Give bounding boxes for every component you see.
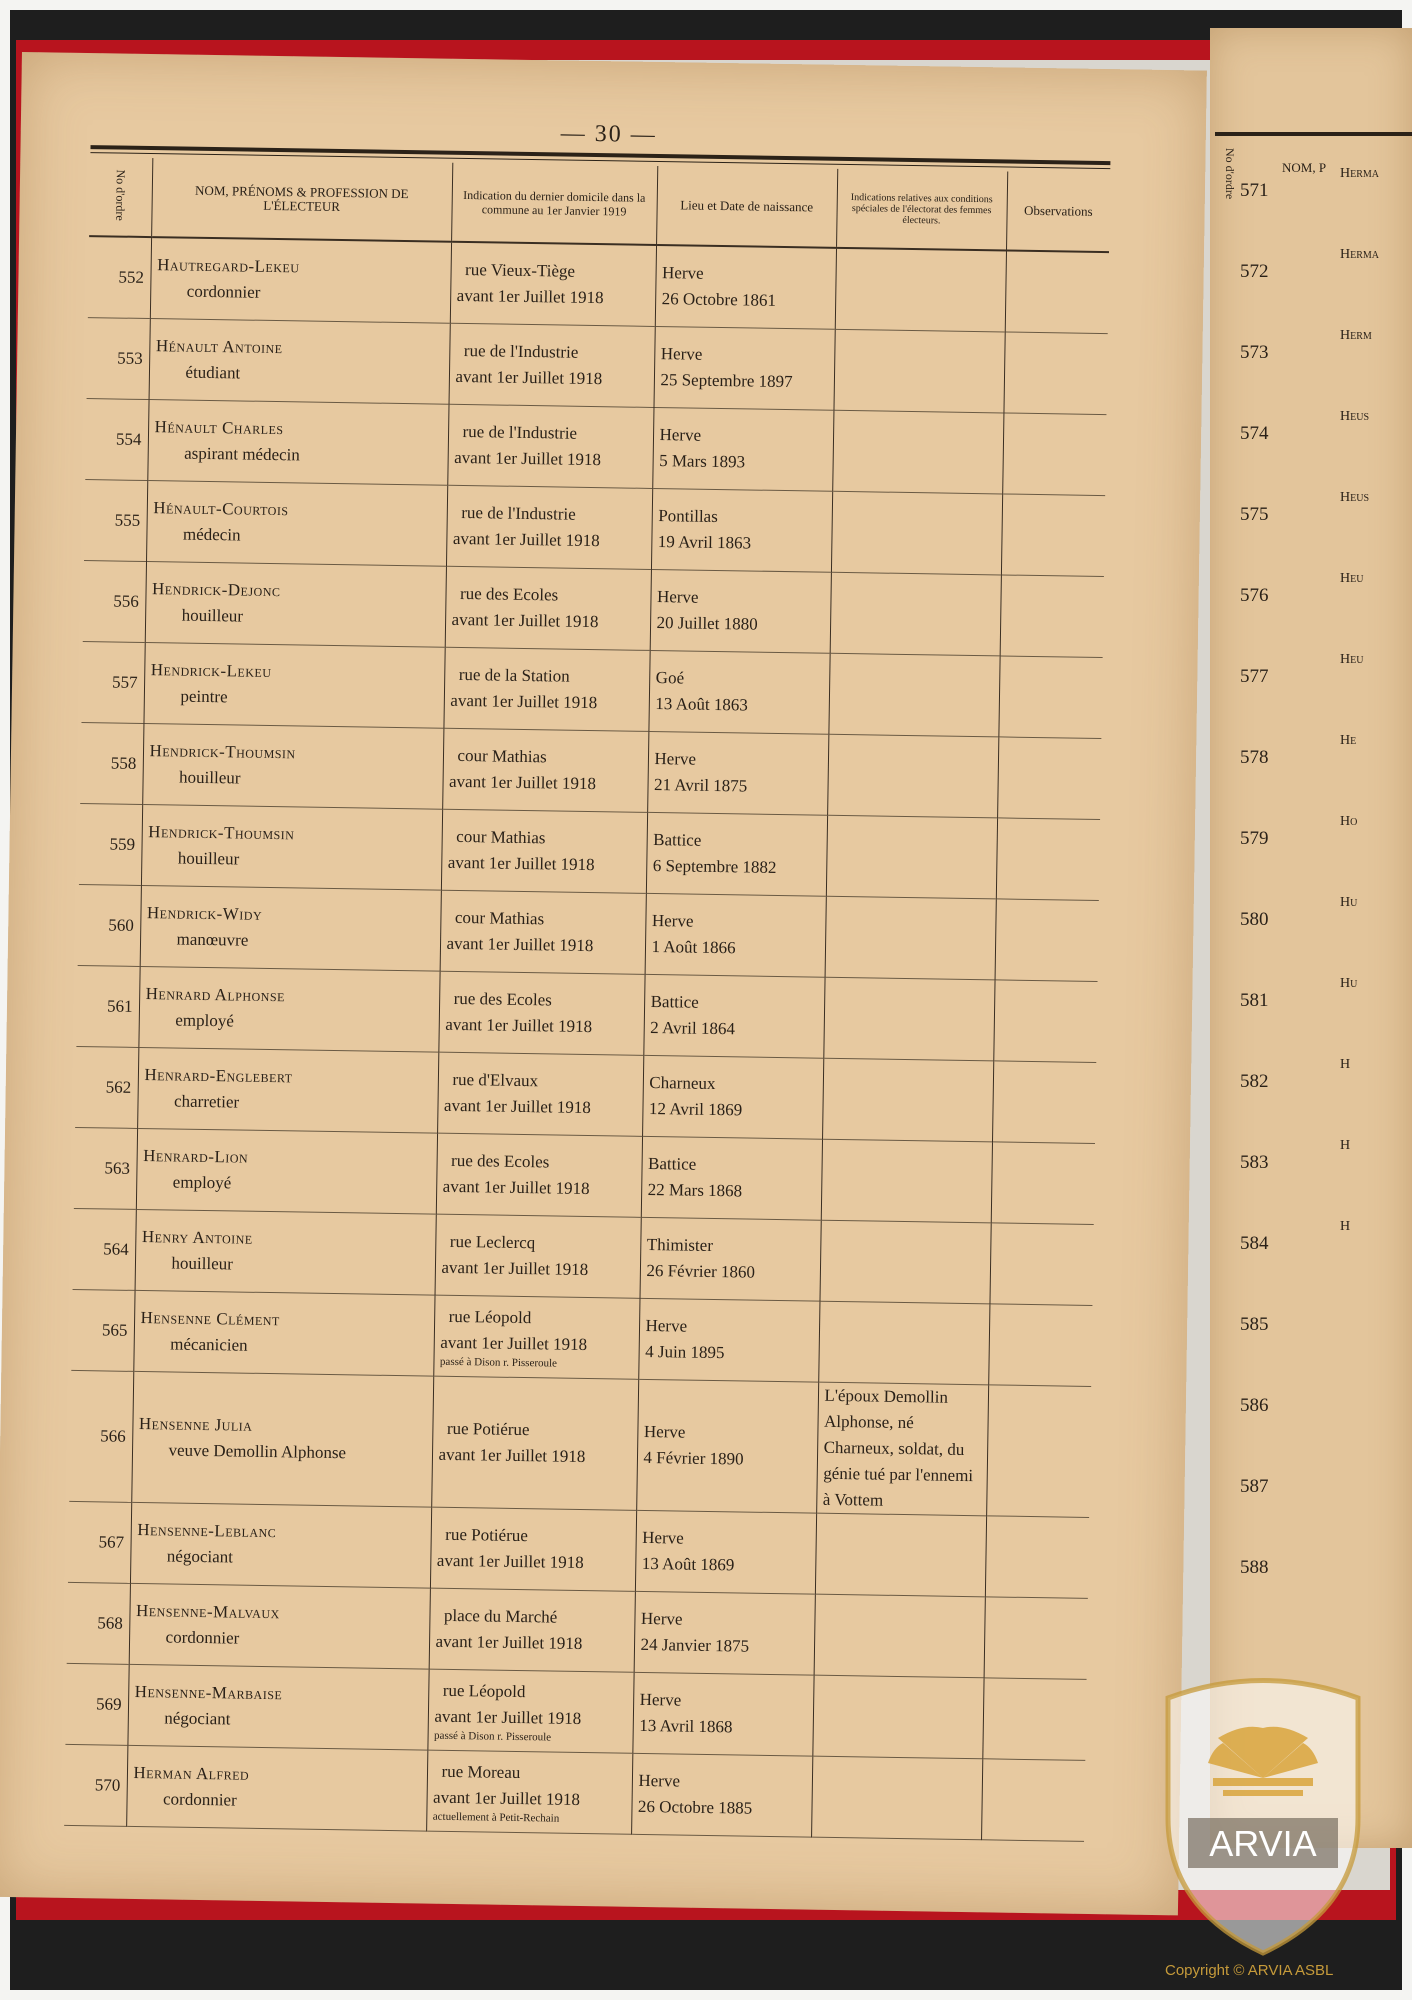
birth-cell	[652, 407, 833, 491]
observations-cell	[981, 1759, 1085, 1842]
elector-name: Hensenne-Leblanc	[137, 1519, 277, 1542]
women-conditions-cell	[811, 1756, 982, 1840]
entry-number: 553	[87, 318, 150, 400]
entry-number: 564	[73, 1208, 136, 1290]
domicile-cell	[442, 728, 648, 812]
elector-cell	[146, 481, 447, 567]
copyright-notice: Copyright © ARVIA ASBL	[1165, 1962, 1334, 1979]
elector-cell	[145, 562, 446, 648]
right-page-entry	[1220, 140, 1410, 220]
domicile-since: avant 1er Juillet 1918	[432, 1787, 581, 1809]
entry-number: 568	[67, 1582, 130, 1664]
header-observations: Observations	[1006, 171, 1110, 252]
right-page-entry	[1220, 1274, 1410, 1354]
domicile-street: cour Mathias	[457, 745, 547, 767]
electoral-register-table	[64, 157, 1110, 1842]
domicile-since: avant 1er Juillet 1918	[436, 1550, 584, 1573]
elector-name: Henry Antoine	[141, 1227, 253, 1248]
birth-place: Herve	[642, 1527, 684, 1548]
right-page-entry	[1220, 707, 1410, 787]
entry-number: 559	[79, 804, 142, 886]
elector-profession: houilleur	[177, 848, 240, 869]
table-row	[69, 1370, 1091, 1517]
entry-number: 554	[85, 399, 148, 481]
right-page-entry	[1220, 1193, 1410, 1273]
observations-cell	[989, 1223, 1093, 1306]
birth-date: 1 Août 1866	[651, 936, 736, 958]
right-page-entry	[1220, 1355, 1410, 1435]
right-entry-number: 587	[1240, 1476, 1269, 1497]
elector-name: Herman Alfred	[133, 1762, 250, 1784]
elector-profession: étudiant	[185, 362, 241, 383]
domicile-street: rue Potiérue	[446, 1418, 530, 1440]
right-entry-number: 578	[1240, 747, 1269, 768]
elector-cell	[142, 723, 443, 809]
birth-date: 6 Septembre 1882	[652, 856, 777, 877]
domicile-cell	[440, 890, 646, 974]
birth-date: 26 Février 1860	[646, 1260, 756, 1282]
women-conditions-cell	[818, 1301, 989, 1385]
right-entry-name: Herm	[1340, 328, 1372, 343]
women-conditions-cell	[822, 1058, 993, 1142]
right-entry-number: 588	[1240, 1557, 1269, 1578]
birth-date: 20 Juillet 1880	[656, 613, 758, 634]
right-entry-number: 585	[1240, 1314, 1269, 1335]
elector-name: Hénault-Courtois	[153, 498, 289, 520]
domicile-cell	[447, 404, 653, 488]
right-page-entry	[1220, 950, 1410, 1030]
domicile-street: rue Léopold	[448, 1306, 532, 1328]
right-entry-name: Herma	[1340, 247, 1380, 262]
women-conditions-cell	[815, 1513, 986, 1597]
birth-cell	[653, 326, 834, 410]
elector-name: Hensenne Julia	[138, 1414, 253, 1435]
domicile-note: actuellement à Petit-Rechain	[432, 1810, 560, 1825]
elector-profession: cordonnier	[186, 281, 261, 302]
domicile-street: rue des Ecoles	[450, 1150, 550, 1172]
domicile-cell	[433, 1295, 639, 1379]
birth-date: 22 Mars 1868	[647, 1179, 743, 1201]
domicile-street: rue Moreau	[441, 1761, 521, 1783]
domicile-cell	[431, 1376, 638, 1510]
domicile-since: avant 1er Juillet 1918	[446, 933, 594, 956]
entry-number: 569	[65, 1663, 128, 1745]
birth-place: Herve	[651, 911, 694, 931]
right-entry-number: 572	[1240, 261, 1269, 282]
domicile-since: avant 1er Juillet 1918	[452, 528, 600, 551]
domicile-since: avant 1er Juillet 1918	[438, 1444, 586, 1467]
observations-cell	[982, 1678, 1086, 1761]
elector-name: Hendrick-Thoumsin	[148, 822, 295, 844]
right-entry-name: Ho	[1340, 814, 1358, 829]
birth-cell	[646, 812, 827, 896]
birth-date: 19 Avril 1863	[657, 532, 752, 553]
right-entry-name: Heu	[1340, 571, 1364, 586]
birth-date: 26 Octobre 1885	[637, 1796, 753, 1818]
birth-date: 5 Mars 1893	[659, 451, 746, 472]
elector-cell	[138, 966, 439, 1052]
birth-place: Battice	[650, 991, 699, 1012]
domicile-street: rue de l'Industrie	[463, 340, 579, 362]
elector-name: Hénault Charles	[154, 417, 284, 439]
women-conditions-cell	[821, 1139, 992, 1223]
entry-number: 555	[84, 480, 147, 562]
observations-cell	[995, 899, 1099, 982]
entry-number: 561	[76, 965, 139, 1047]
domicile-since: avant 1er Juillet 1918	[443, 1095, 591, 1118]
observations-cell	[984, 1597, 1088, 1680]
elector-profession: mécanicien	[170, 1334, 248, 1355]
right-entry-number: 579	[1240, 828, 1269, 849]
header-num: No d'ordre	[89, 157, 152, 237]
domicile-since: avant 1er Juillet 1918	[456, 285, 604, 308]
right-page-entry	[1220, 1517, 1410, 1597]
birth-cell	[641, 1136, 822, 1220]
domicile-since: avant 1er Juillet 1918	[447, 852, 595, 875]
birth-date: 12 Avril 1869	[648, 1098, 743, 1120]
birth-cell	[636, 1379, 818, 1513]
domicile-street: place du Marché	[443, 1605, 558, 1627]
right-header-num: No d'ordre	[1223, 148, 1237, 200]
entry-number: 558	[80, 723, 143, 805]
domicile-since: avant 1er Juillet 1918	[441, 1257, 589, 1280]
birth-date: 4 Février 1890	[643, 1447, 744, 1469]
birth-cell	[634, 1591, 815, 1675]
women-conditions-cell	[828, 653, 999, 737]
birth-place: Herve	[640, 1608, 683, 1629]
domicile-cell	[450, 242, 656, 327]
entry-number: 557	[81, 642, 144, 724]
elector-profession: négociant	[164, 1708, 231, 1729]
right-entry-name: Heu	[1340, 652, 1364, 667]
elector-name: Henrard-Englebert	[144, 1065, 293, 1087]
observations-cell	[1001, 494, 1105, 577]
domicile-since: avant 1er Juillet 1918	[434, 1706, 582, 1728]
right-entry-number: 574	[1240, 423, 1269, 444]
elector-name: Hendrick-Lekeu	[150, 660, 272, 681]
elector-name: Henrard-Lion	[143, 1146, 249, 1167]
birth-cell	[647, 731, 828, 815]
birth-cell	[635, 1510, 816, 1594]
birth-cell	[643, 974, 824, 1058]
elector-name: Hensenne-Marbaise	[134, 1681, 283, 1704]
right-entry-number: 576	[1240, 585, 1269, 606]
right-entry-number: 573	[1240, 342, 1269, 363]
right-entry-number: 584	[1240, 1233, 1269, 1254]
domicile-street: cour Mathias	[456, 826, 546, 848]
entry-number: 565	[71, 1289, 134, 1371]
arvia-watermark-shield	[1148, 1668, 1378, 1958]
header-women: Indications relatives aux conditions spéciales de l'électorat des femmes électeurs.	[836, 169, 1007, 251]
elector-name: Hendrick-Dejonc	[151, 579, 281, 601]
birth-cell	[638, 1298, 819, 1382]
women-conditions-cell	[823, 977, 994, 1061]
entry-number: 552	[88, 236, 151, 318]
observations-cell	[1005, 250, 1109, 333]
domicile-since: avant 1er Juillet 1918	[442, 1176, 590, 1199]
elector-cell	[127, 1664, 428, 1750]
observations-cell	[986, 1385, 1091, 1518]
elector-profession: cordonnier	[162, 1789, 237, 1810]
right-entry-name: H	[1340, 1219, 1351, 1234]
domicile-since: avant 1er Juillet 1918	[455, 366, 603, 389]
birth-place: Herve	[643, 1421, 686, 1442]
women-conditions-cell	[833, 329, 1004, 413]
domicile-since: avant 1er Juillet 1918	[448, 771, 597, 794]
right-page-rule	[1215, 132, 1412, 136]
women-conditions-cell	[819, 1220, 990, 1304]
elector-cell	[136, 1128, 437, 1214]
observations-cell	[1002, 413, 1106, 496]
elector-profession: employé	[172, 1172, 232, 1193]
observations-cell	[988, 1304, 1092, 1387]
observations-cell	[992, 1061, 1096, 1144]
right-page-entry	[1220, 1436, 1410, 1516]
women-conditions-cell	[814, 1594, 985, 1678]
elector-cell	[143, 643, 444, 729]
elector-profession: médecin	[182, 524, 241, 545]
elector-cell	[141, 804, 442, 890]
header-domicile: Indication du dernier domicile dans la commune au 1er Janvier 1919	[451, 163, 657, 245]
birth-date: 25 Septembre 1897	[660, 370, 793, 392]
women-conditions-cell: L'époux Demollin Alphonse, né Charneux, soldat, du génie tué par l'ennemi à Vottem	[816, 1382, 988, 1516]
birth-date: 13 Avril 1868	[639, 1715, 733, 1737]
domicile-cell	[441, 809, 647, 893]
birth-date: 21 Avril 1875	[653, 775, 748, 796]
entry-number: 570	[64, 1744, 127, 1826]
right-page-entry	[1220, 302, 1410, 382]
entry-number: 562	[75, 1046, 138, 1128]
right-page-entry	[1220, 383, 1410, 463]
women-conditions-cell	[827, 734, 998, 818]
entry-number: 560	[78, 884, 141, 966]
entry-number: 567	[68, 1501, 131, 1583]
domicile-street: rue Potiérue	[445, 1524, 529, 1546]
elector-name: Hendrick-Thoumsin	[149, 741, 296, 763]
elector-name: Hensenne Clément	[140, 1308, 280, 1330]
watermark-text: ARVIA	[1209, 1823, 1317, 1864]
domicile-cell	[429, 1588, 635, 1672]
page-number: — 30 —	[560, 120, 657, 148]
right-entry-name: Heus	[1340, 490, 1370, 505]
right-page-entry	[1220, 626, 1410, 706]
birth-place: Goé	[655, 668, 685, 688]
right-page-entry	[1220, 1031, 1410, 1111]
domicile-street: rue d'Elvaux	[452, 1069, 539, 1091]
domicile-note: passé à Dison r. Pisseroule	[439, 1355, 558, 1370]
birth-date: 4 Juin 1895	[645, 1341, 725, 1363]
right-entry-number: 575	[1240, 504, 1269, 525]
domicile-street: rue Leclercq	[449, 1231, 536, 1253]
observations-cell	[998, 656, 1102, 739]
birth-place: Herve	[660, 344, 703, 364]
domicile-street: rue de l'Industrie	[462, 421, 578, 443]
elector-profession: houilleur	[181, 605, 244, 626]
domicile-cell	[438, 971, 644, 1055]
birth-place: Herve	[659, 425, 702, 445]
elector-cell	[149, 319, 450, 405]
header-birth: Lieu et Date de naissance	[656, 166, 837, 248]
elector-profession: peintre	[180, 686, 228, 707]
elector-profession: houilleur	[178, 767, 241, 788]
birth-date: 13 Août 1869	[641, 1553, 735, 1575]
elector-profession: charretier	[173, 1091, 240, 1112]
birth-cell	[651, 488, 832, 572]
birth-cell	[650, 569, 831, 653]
domicile-street: rue des Ecoles	[453, 988, 553, 1010]
elector-profession: houilleur	[171, 1253, 234, 1274]
domicile-cell	[445, 566, 651, 650]
observations-cell	[993, 980, 1097, 1063]
right-entry-name: Heus	[1340, 409, 1370, 424]
register-page	[0, 52, 1207, 1915]
domicile-cell	[426, 1750, 632, 1834]
elector-cell	[133, 1290, 434, 1376]
birth-place: Thimister	[646, 1234, 714, 1255]
right-page-entry	[1220, 788, 1410, 868]
domicile-cell	[430, 1507, 636, 1591]
elector-cell	[137, 1047, 438, 1133]
entry-number: 556	[83, 561, 146, 643]
birth-cell	[642, 1055, 823, 1139]
elector-cell	[147, 400, 448, 486]
birth-place: Pontillas	[658, 506, 718, 526]
domicile-since: avant 1er Juillet 1918	[451, 609, 599, 632]
birth-place: Herve	[639, 1689, 682, 1710]
domicile-since: avant 1er Juillet 1918	[445, 1014, 593, 1037]
birth-date: 24 Janvier 1875	[640, 1634, 750, 1656]
observations-cell	[997, 737, 1101, 820]
right-entry-number: 571	[1240, 180, 1269, 201]
domicile-street: rue des Ecoles	[459, 583, 559, 605]
elector-cell	[140, 885, 441, 971]
table-row	[64, 1744, 1085, 1841]
women-conditions-cell	[826, 815, 997, 899]
birth-date: 26 Octobre 1861	[661, 289, 777, 310]
right-header-name: NOM, P	[1282, 160, 1327, 175]
elector-profession: négociant	[166, 1546, 234, 1567]
elector-cell	[126, 1745, 427, 1831]
birth-cell	[655, 245, 836, 329]
elector-profession: employé	[175, 1010, 235, 1031]
domicile-street: rue de la Station	[458, 664, 570, 686]
observations-cell	[985, 1516, 1089, 1599]
domicile-street: rue de l'Industrie	[461, 502, 576, 524]
women-conditions-cell	[825, 896, 996, 980]
elector-cell	[129, 1583, 430, 1669]
observations-cell	[996, 818, 1100, 901]
birth-place: Herve	[654, 749, 697, 769]
entry-number: 563	[74, 1127, 137, 1209]
domicile-note: passé à Dison r. Pisseroule	[434, 1729, 552, 1744]
birth-date: 2 Avril 1864	[650, 1017, 736, 1039]
observations-cell	[1003, 332, 1107, 415]
right-page-entry	[1220, 1112, 1410, 1192]
birth-place: Herve	[645, 1315, 688, 1336]
right-entry-name: Hu	[1340, 895, 1358, 910]
elector-profession: veuve Demollin Alphonse	[168, 1440, 347, 1463]
observations-cell	[991, 1142, 1095, 1225]
birth-cell	[645, 893, 826, 977]
observations-cell	[1000, 575, 1104, 658]
elector-name: Hautregard-Lekeu	[157, 255, 300, 277]
women-conditions-cell	[830, 572, 1001, 656]
domicile-since: avant 1er Juillet 1918	[440, 1332, 588, 1355]
table-row	[88, 236, 1109, 334]
domicile-cell	[437, 1052, 643, 1136]
right-entry-name: He	[1340, 733, 1357, 748]
right-entry-number: 582	[1240, 1071, 1269, 1092]
women-conditions-cell	[812, 1675, 983, 1759]
domicile-street: rue Léopold	[442, 1680, 526, 1702]
elector-profession: cordonnier	[165, 1627, 240, 1648]
domicile-since: avant 1er Juillet 1918	[450, 690, 598, 713]
elector-profession: aspirant médecin	[184, 443, 301, 465]
right-page-entry	[1220, 869, 1410, 949]
birth-cell	[639, 1217, 820, 1301]
header-name: NOM, PRÉNOMS & PROFESSION DE L'ÉLECTEUR	[151, 158, 452, 242]
right-entry-name: H	[1340, 1138, 1351, 1153]
birth-place: Battice	[647, 1153, 697, 1174]
right-page-entry	[1220, 464, 1410, 544]
elector-name: Hendrick-Widy	[146, 903, 263, 924]
right-entry-number: 580	[1240, 909, 1269, 930]
domicile-cell	[435, 1214, 641, 1298]
women-conditions-cell	[835, 248, 1006, 332]
birth-cell	[632, 1672, 813, 1756]
elector-cell	[150, 237, 451, 323]
domicile-cell	[443, 647, 649, 731]
right-entry-name: Herma	[1340, 166, 1380, 181]
elector-name: Henrard Alphonse	[145, 984, 286, 1006]
right-entry-name: Hu	[1340, 976, 1358, 991]
elector-name: Hensenne-Malvaux	[135, 1600, 280, 1623]
domicile-cell	[436, 1133, 642, 1217]
entry-number: 566	[69, 1370, 133, 1502]
birth-place: Battice	[653, 830, 702, 850]
birth-place: Herve	[661, 263, 704, 283]
elector-cell	[131, 1371, 433, 1507]
right-entry-number: 581	[1240, 990, 1269, 1011]
right-entry-number: 577	[1240, 666, 1269, 687]
right-entry-number: 586	[1240, 1395, 1269, 1416]
right-page-entry	[1220, 221, 1410, 301]
birth-place: Herve	[638, 1770, 681, 1791]
birth-date: 13 Août 1863	[655, 694, 749, 715]
elector-profession: manœuvre	[176, 929, 249, 950]
elector-name: Hénault Antoine	[155, 336, 283, 358]
domicile-cell	[427, 1669, 633, 1753]
domicile-street: rue Vieux-Tiège	[464, 259, 576, 281]
right-page-entry	[1220, 545, 1410, 625]
elector-cell	[130, 1502, 431, 1588]
birth-cell	[648, 650, 829, 734]
birth-cell	[631, 1753, 812, 1837]
domicile-cell	[449, 323, 655, 407]
domicile-since: avant 1er Juillet 1918	[435, 1631, 583, 1653]
birth-place: Charneux	[649, 1072, 716, 1094]
domicile-cell	[446, 485, 652, 569]
right-entry-name: H	[1340, 1057, 1351, 1072]
domicile-since: avant 1er Juillet 1918	[454, 447, 602, 470]
domicile-street: cour Mathias	[454, 907, 545, 929]
women-conditions-cell	[832, 410, 1003, 494]
elector-cell	[135, 1209, 436, 1295]
right-entry-number: 583	[1240, 1152, 1269, 1173]
birth-place: Herve	[656, 587, 699, 607]
women-conditions-cell	[831, 491, 1002, 575]
